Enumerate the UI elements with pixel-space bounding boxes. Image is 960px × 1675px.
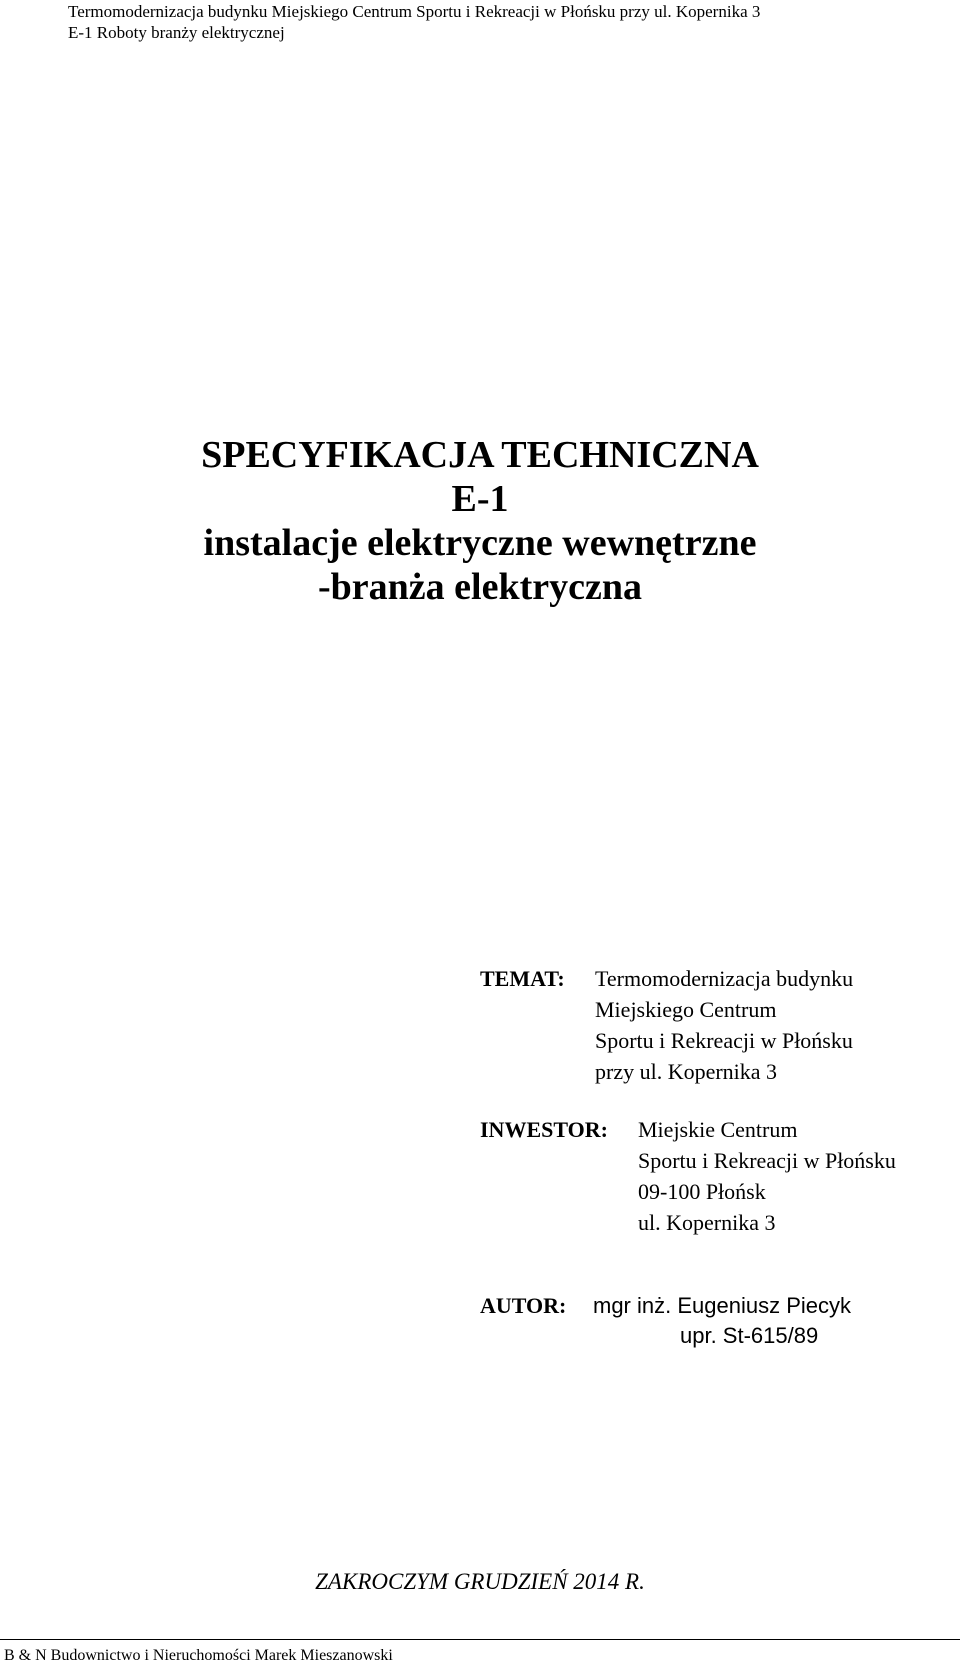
inwestor-line: 09-100 Płońsk (638, 1179, 766, 1204)
header-line-1: Termomodernizacja budynku Miejskiego Centrum Sportu i Rekreacji w Płońsku przy ul. Kopernika 3 (68, 2, 761, 21)
inwestor-line: Sportu i Rekreacji w Płońsku (638, 1148, 896, 1173)
document-subtitle: instalacje elektryczne wewnętrzne (203, 522, 757, 564)
temat-line: Miejskiego Centrum (595, 997, 777, 1022)
temat-line: Termomodernizacja budynku (595, 966, 854, 991)
inwestor-label: INWESTOR: (480, 1117, 608, 1142)
autor-label: AUTOR: (480, 1293, 567, 1318)
place-date: ZAKROCZYM GRUDZIEŃ 2014 R. (315, 1569, 645, 1594)
autor-license: upr. St-615/89 (680, 1323, 819, 1348)
temat-label: TEMAT: (480, 966, 565, 991)
inwestor-line: ul. Kopernika 3 (638, 1210, 776, 1235)
inwestor-line: Miejskie Centrum (638, 1117, 798, 1142)
footer-rule (0, 1639, 960, 1640)
temat-line: przy ul. Kopernika 3 (595, 1059, 778, 1084)
temat-line: Sportu i Rekreacji w Płońsku (595, 1028, 853, 1053)
footer-text: B & N Budownictwo i Nieruchomości Marek Mieszanowski (4, 1647, 393, 1664)
header-line-2: E-1 Roboty branży elektrycznej (68, 23, 285, 42)
document-code: E-1 (451, 478, 509, 520)
document-branch: -branża elektryczna (318, 566, 642, 608)
document-title: SPECYFIKACJA TECHNICZNA (201, 434, 759, 476)
autor-name: mgr inż. Eugeniusz Piecyk (593, 1293, 851, 1318)
